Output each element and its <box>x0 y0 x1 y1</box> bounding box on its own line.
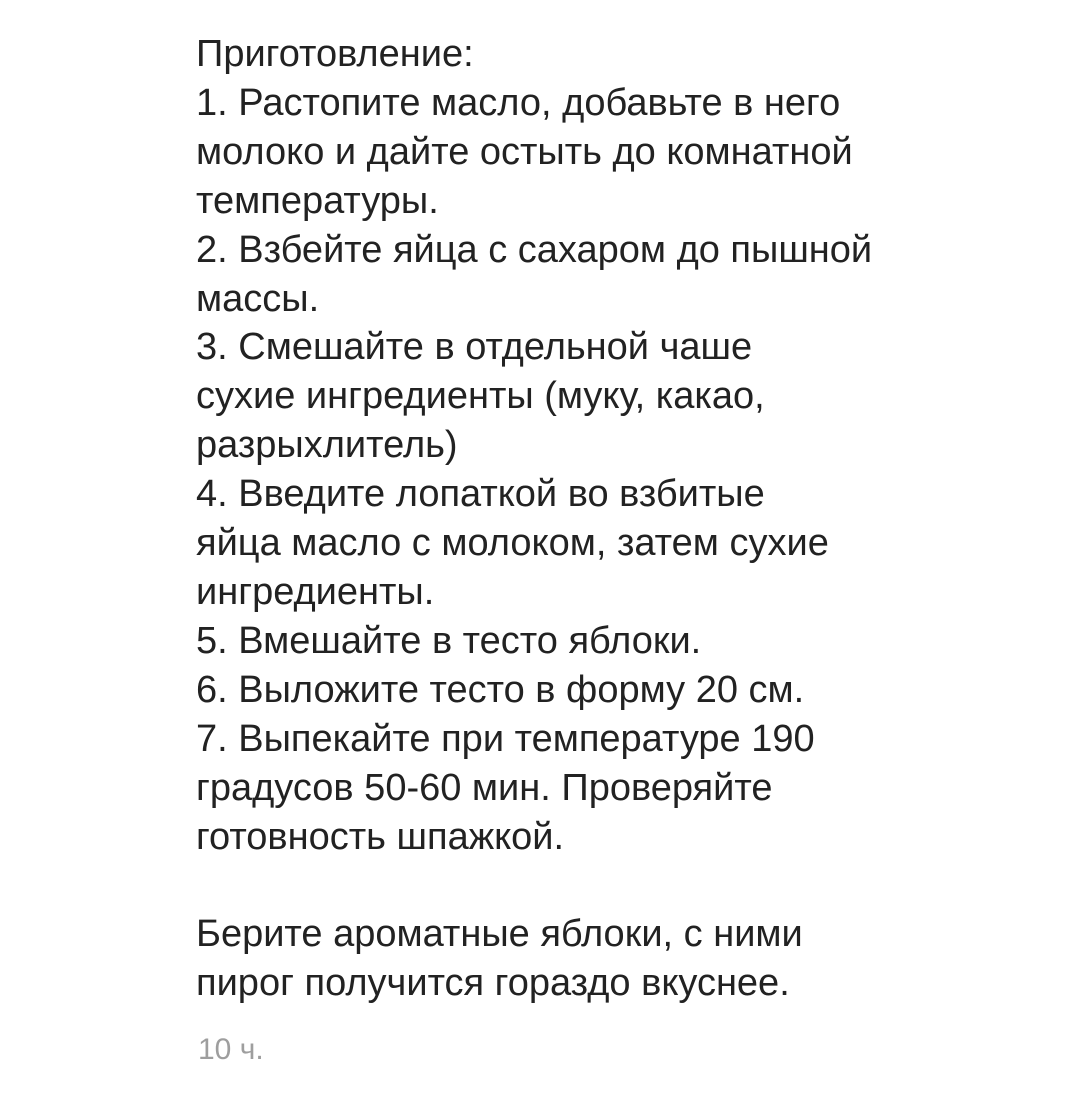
recipe-step-line: 3. Смешайте в отдельной чаше <box>196 326 753 369</box>
recipe-step-line: 7. Выпекайте при температуре 190 <box>196 717 815 760</box>
recipe-step-line: 6. Выложите тесто в форму 20 см. <box>196 668 805 711</box>
recipe-step-line: температуры. <box>196 179 439 222</box>
recipe-step-line: 5. Вмешайте в тесто яблоки. <box>196 619 702 662</box>
recipe-step-line: молоко и дайте остыть до комнатной <box>196 130 853 173</box>
recipe-step-line: готовность шпажкой. <box>196 815 565 858</box>
recipe-step-line: 1. Растопите масло, добавьте в него <box>196 81 841 124</box>
recipe-step-line: массы. <box>196 277 320 320</box>
recipe-step-line: ингредиенты. <box>196 570 435 613</box>
recipe-step-line: сухие ингредиенты (муку, какао, <box>196 375 765 418</box>
post-text <box>196 30 1016 1008</box>
recipe-step-line: разрыхлитель) <box>196 424 458 467</box>
recipe-step-line: яйца масло с молоком, затем сухие <box>196 522 829 565</box>
tip-line: пирог получится гораздо вкуснее. <box>196 962 790 1005</box>
tip-line: Берите ароматные яблоки, с ними <box>196 913 803 956</box>
recipe-step-line: 2. Взбейте яйца с сахаром до пышной <box>196 228 873 271</box>
recipe-step-line: 4. Введите лопаткой во взбитые <box>196 473 765 516</box>
paragraph-gap <box>196 861 1016 910</box>
recipe-step-line: градусов 50-60 мин. Проверяйте <box>196 766 773 809</box>
recipe-heading: Приготовление: <box>196 33 474 75</box>
post-timestamp: 10 ч. <box>198 1033 264 1066</box>
